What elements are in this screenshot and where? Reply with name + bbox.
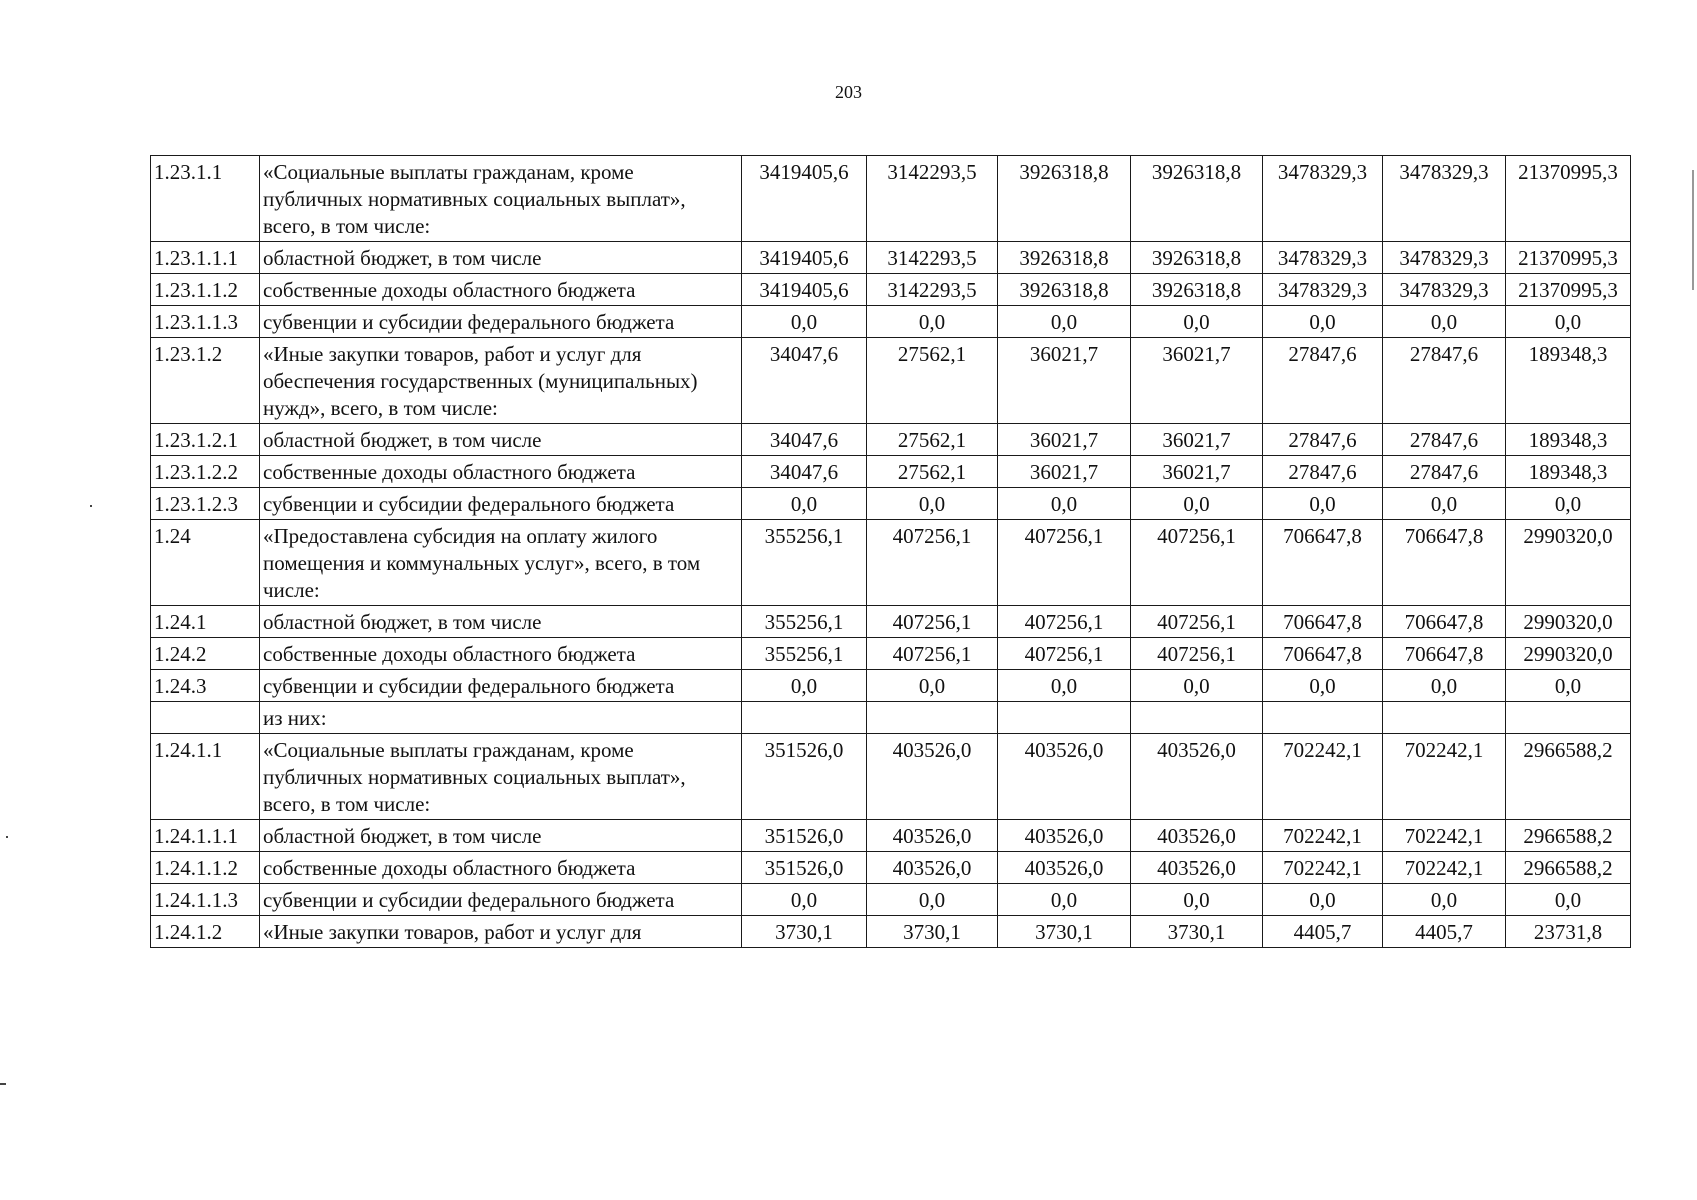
value-cell: 351526,0 <box>742 820 867 852</box>
value-cell: 21370995,3 <box>1506 156 1631 242</box>
value-cell: 0,0 <box>1383 306 1506 338</box>
value-cell: 407256,1 <box>867 606 998 638</box>
value-cell <box>1131 702 1263 734</box>
row-description: субвенции и субсидии федерального бюджета <box>260 488 742 520</box>
value-cell: 403526,0 <box>867 820 998 852</box>
value-cell <box>742 702 867 734</box>
value-cell: 27847,6 <box>1383 424 1506 456</box>
value-cell: 702242,1 <box>1383 734 1506 820</box>
value-cell: 36021,7 <box>998 456 1131 488</box>
value-cell: 2966588,2 <box>1506 734 1631 820</box>
value-cell: 3478329,3 <box>1263 242 1383 274</box>
value-cell: 351526,0 <box>742 852 867 884</box>
value-cell: 0,0 <box>1263 884 1383 916</box>
value-cell: 0,0 <box>742 670 867 702</box>
value-cell: 2966588,2 <box>1506 820 1631 852</box>
value-cell: 3419405,6 <box>742 156 867 242</box>
row-description: «Социальные выплаты гражданам, кроме публичных нормативных социальных выплат», всего, в том числе: <box>260 156 742 242</box>
row-code: 1.23.1.2 <box>151 338 260 424</box>
value-cell: 0,0 <box>1263 488 1383 520</box>
row-description: собственные доходы областного бюджета <box>260 852 742 884</box>
value-cell: 3926318,8 <box>998 242 1131 274</box>
table-row <box>151 852 1631 884</box>
value-cell: 34047,6 <box>742 338 867 424</box>
value-cell: 3478329,3 <box>1383 156 1506 242</box>
value-cell: 702242,1 <box>1263 734 1383 820</box>
value-cell: 36021,7 <box>1131 424 1263 456</box>
row-code: 1.23.1.1.3 <box>151 306 260 338</box>
value-cell: 0,0 <box>867 670 998 702</box>
value-cell: 0,0 <box>867 306 998 338</box>
row-description: из них: <box>260 702 742 734</box>
table-row <box>151 424 1631 456</box>
value-cell: 3142293,5 <box>867 242 998 274</box>
value-cell: 3142293,5 <box>867 156 998 242</box>
value-cell: 403526,0 <box>998 820 1131 852</box>
value-cell: 706647,8 <box>1263 606 1383 638</box>
value-cell: 27847,6 <box>1383 338 1506 424</box>
value-cell: 27562,1 <box>867 424 998 456</box>
value-cell: 0,0 <box>1131 670 1263 702</box>
value-cell: 0,0 <box>1263 306 1383 338</box>
value-cell: 3730,1 <box>1131 916 1263 948</box>
row-code: 1.24 <box>151 520 260 606</box>
value-cell: 0,0 <box>1131 306 1263 338</box>
value-cell: 702242,1 <box>1383 820 1506 852</box>
value-cell: 351526,0 <box>742 734 867 820</box>
table-row <box>151 638 1631 670</box>
value-cell: 403526,0 <box>1131 820 1263 852</box>
row-code <box>151 702 260 734</box>
table-row <box>151 820 1631 852</box>
value-cell <box>1506 702 1631 734</box>
value-cell: 407256,1 <box>1131 606 1263 638</box>
value-cell: 355256,1 <box>742 638 867 670</box>
value-cell: 23731,8 <box>1506 916 1631 948</box>
row-code: 1.23.1.1 <box>151 156 260 242</box>
value-cell: 407256,1 <box>998 606 1131 638</box>
table-row <box>151 734 1631 820</box>
row-description: «Социальные выплаты гражданам, кроме публичных нормативных социальных выплат», всего, в том числе: <box>260 734 742 820</box>
value-cell: 36021,7 <box>998 424 1131 456</box>
row-description: «Предоставлена субсидия на оплату жилого помещения и коммунальных услуг», всего, в том числе: <box>260 520 742 606</box>
value-cell: 2990320,0 <box>1506 638 1631 670</box>
value-cell: 0,0 <box>998 306 1131 338</box>
value-cell: 4405,7 <box>1383 916 1506 948</box>
table-body <box>151 156 1631 948</box>
value-cell: 3478329,3 <box>1383 242 1506 274</box>
value-cell: 706647,8 <box>1383 520 1506 606</box>
value-cell: 3926318,8 <box>1131 274 1263 306</box>
row-description: «Иные закупки товаров, работ и услуг для обеспечения государственных (муниципальных) нужд», всего, в том числе: <box>260 338 742 424</box>
row-code: 1.23.1.2.1 <box>151 424 260 456</box>
row-description: субвенции и субсидии федерального бюджета <box>260 670 742 702</box>
value-cell: 21370995,3 <box>1506 274 1631 306</box>
value-cell: 2966588,2 <box>1506 852 1631 884</box>
value-cell: 0,0 <box>742 488 867 520</box>
table-row <box>151 606 1631 638</box>
value-cell: 36021,7 <box>1131 456 1263 488</box>
scan-mark <box>90 505 92 507</box>
value-cell: 706647,8 <box>1263 638 1383 670</box>
row-description: собственные доходы областного бюджета <box>260 456 742 488</box>
value-cell: 0,0 <box>867 884 998 916</box>
value-cell: 407256,1 <box>1131 520 1263 606</box>
value-cell: 407256,1 <box>867 638 998 670</box>
row-description: субвенции и субсидии федерального бюджета <box>260 306 742 338</box>
value-cell: 3730,1 <box>742 916 867 948</box>
value-cell: 2990320,0 <box>1506 520 1631 606</box>
value-cell: 21370995,3 <box>1506 242 1631 274</box>
table-row <box>151 488 1631 520</box>
table-row <box>151 916 1631 948</box>
value-cell: 27562,1 <box>867 456 998 488</box>
value-cell: 407256,1 <box>1131 638 1263 670</box>
value-cell: 706647,8 <box>1383 606 1506 638</box>
value-cell: 36021,7 <box>1131 338 1263 424</box>
value-cell: 27847,6 <box>1263 338 1383 424</box>
value-cell: 3478329,3 <box>1263 156 1383 242</box>
row-description: «Иные закупки товаров, работ и услуг для <box>260 916 742 948</box>
value-cell: 0,0 <box>1383 884 1506 916</box>
value-cell: 702242,1 <box>1263 852 1383 884</box>
value-cell: 0,0 <box>1263 670 1383 702</box>
value-cell: 0,0 <box>1506 670 1631 702</box>
table-row <box>151 670 1631 702</box>
value-cell: 189348,3 <box>1506 338 1631 424</box>
value-cell: 0,0 <box>1506 306 1631 338</box>
value-cell: 407256,1 <box>867 520 998 606</box>
value-cell: 403526,0 <box>867 734 998 820</box>
value-cell: 0,0 <box>1506 884 1631 916</box>
value-cell: 3142293,5 <box>867 274 998 306</box>
row-description: областной бюджет, в том числе <box>260 606 742 638</box>
table-row <box>151 338 1631 424</box>
value-cell: 4405,7 <box>1263 916 1383 948</box>
value-cell <box>998 702 1131 734</box>
value-cell: 403526,0 <box>867 852 998 884</box>
value-cell: 3926318,8 <box>1131 156 1263 242</box>
value-cell: 0,0 <box>1383 670 1506 702</box>
value-cell: 0,0 <box>867 488 998 520</box>
value-cell: 702242,1 <box>1383 852 1506 884</box>
value-cell: 0,0 <box>998 670 1131 702</box>
value-cell: 3926318,8 <box>998 274 1131 306</box>
value-cell: 403526,0 <box>1131 734 1263 820</box>
row-code: 1.24.3 <box>151 670 260 702</box>
value-cell <box>1383 702 1506 734</box>
table-row <box>151 306 1631 338</box>
row-description: областной бюджет, в том числе <box>260 424 742 456</box>
value-cell: 0,0 <box>1131 488 1263 520</box>
row-code: 1.23.1.1.1 <box>151 242 260 274</box>
budget-table <box>150 155 1631 948</box>
value-cell: 403526,0 <box>998 852 1131 884</box>
value-cell: 407256,1 <box>998 638 1131 670</box>
value-cell: 407256,1 <box>998 520 1131 606</box>
value-cell: 36021,7 <box>998 338 1131 424</box>
page-number: 203 <box>835 82 862 102</box>
value-cell: 27847,6 <box>1263 456 1383 488</box>
value-cell: 0,0 <box>1383 488 1506 520</box>
value-cell: 0,0 <box>742 884 867 916</box>
value-cell <box>1263 702 1383 734</box>
value-cell: 702242,1 <box>1263 820 1383 852</box>
value-cell: 34047,6 <box>742 456 867 488</box>
value-cell: 2990320,0 <box>1506 606 1631 638</box>
scan-mark <box>0 1083 6 1085</box>
value-cell: 0,0 <box>742 306 867 338</box>
value-cell: 189348,3 <box>1506 424 1631 456</box>
scan-mark <box>1692 170 1694 290</box>
row-code: 1.23.1.2.3 <box>151 488 260 520</box>
row-code: 1.24.1.1.3 <box>151 884 260 916</box>
value-cell: 3926318,8 <box>1131 242 1263 274</box>
row-code: 1.24.1 <box>151 606 260 638</box>
value-cell: 189348,3 <box>1506 456 1631 488</box>
value-cell: 355256,1 <box>742 606 867 638</box>
value-cell: 706647,8 <box>1383 638 1506 670</box>
scan-mark <box>6 836 8 838</box>
table-row <box>151 456 1631 488</box>
value-cell: 27562,1 <box>867 338 998 424</box>
row-code: 1.24.1.1 <box>151 734 260 820</box>
value-cell: 34047,6 <box>742 424 867 456</box>
row-code: 1.23.1.1.2 <box>151 274 260 306</box>
row-code: 1.24.1.1.1 <box>151 820 260 852</box>
row-description: собственные доходы областного бюджета <box>260 638 742 670</box>
value-cell: 0,0 <box>1131 884 1263 916</box>
row-description: областной бюджет, в том числе <box>260 242 742 274</box>
value-cell: 706647,8 <box>1263 520 1383 606</box>
row-description: областной бюджет, в том числе <box>260 820 742 852</box>
row-description: субвенции и субсидии федерального бюджета <box>260 884 742 916</box>
value-cell: 3926318,8 <box>998 156 1131 242</box>
value-cell: 403526,0 <box>1131 852 1263 884</box>
value-cell: 0,0 <box>1506 488 1631 520</box>
value-cell: 0,0 <box>998 488 1131 520</box>
row-description: собственные доходы областного бюджета <box>260 274 742 306</box>
value-cell: 3730,1 <box>998 916 1131 948</box>
table-row <box>151 242 1631 274</box>
value-cell <box>867 702 998 734</box>
table-row <box>151 702 1631 734</box>
value-cell: 3419405,6 <box>742 274 867 306</box>
value-cell: 27847,6 <box>1263 424 1383 456</box>
table-row <box>151 156 1631 242</box>
row-code: 1.23.1.2.2 <box>151 456 260 488</box>
row-code: 1.24.1.2 <box>151 916 260 948</box>
table-row <box>151 520 1631 606</box>
value-cell: 0,0 <box>998 884 1131 916</box>
value-cell: 403526,0 <box>998 734 1131 820</box>
value-cell: 3478329,3 <box>1263 274 1383 306</box>
row-code: 1.24.1.1.2 <box>151 852 260 884</box>
value-cell: 3730,1 <box>867 916 998 948</box>
value-cell: 3478329,3 <box>1383 274 1506 306</box>
value-cell: 355256,1 <box>742 520 867 606</box>
row-code: 1.24.2 <box>151 638 260 670</box>
value-cell: 27847,6 <box>1383 456 1506 488</box>
value-cell: 3419405,6 <box>742 242 867 274</box>
table-row <box>151 884 1631 916</box>
table-row <box>151 274 1631 306</box>
